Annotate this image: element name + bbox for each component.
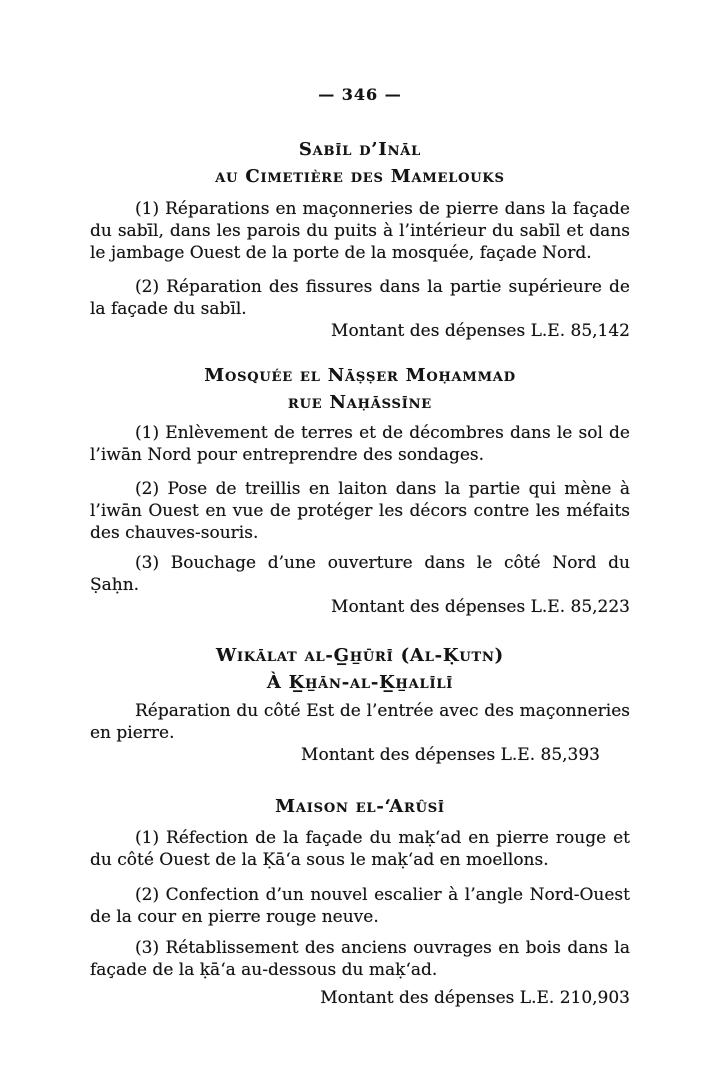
paragraph: (1) Réfection de la façade du maḳ‘ad en pierre rouge et du côté Ouest de la Ḳā‘a sous le maḳ‘ad en moellons. (90, 828, 630, 870)
section-title-sabil-inal (90, 136, 630, 190)
section-title-maison-arusi (90, 793, 630, 820)
expense-total: Montant des dépenses L.E. 85,223 (331, 597, 630, 617)
paragraph: (2) Réparation des fissures dans la partie supérieure de la façade du sabīl. (90, 277, 630, 319)
section-title-line: Maison el-‘Arûsī (275, 796, 445, 817)
page-number: — 346 — (318, 85, 402, 104)
expense-total: Montant des dépenses L.E. 210,903 (320, 988, 630, 1008)
expense-total: Montant des dépenses L.E. 85,142 (331, 321, 630, 341)
section-title-mosquee-nasser (90, 362, 630, 416)
section-title-line: Sabīl d’Ināl (298, 139, 422, 160)
section-subtitle-line: rue Naḥāssīne (288, 392, 432, 413)
section-title-wikalat-ghuri (90, 642, 630, 696)
paragraph: (1) Enlèvement de terres et de décombres dans le sol de l’iwān Nord pour entreprendre des sondages. (90, 423, 630, 465)
section-subtitle-line: À K̲h̲ān-al-K̲h̲alīlī (266, 672, 454, 693)
section-title-line: Mosquée el Nāṣṣer Moḥammad (204, 365, 516, 386)
paragraph: Réparation du côté Est de l’entrée avec des maçonneries en pierre. (90, 701, 630, 743)
paragraph: (2) Confection d’un nouvel escalier à l’angle Nord-Ouest de la cour en pierre rouge neuve. (90, 885, 630, 927)
paragraph: (3) Rétablissement des anciens ouvrages en bois dans la façade de la ḳā‘a au-dessous du maḳ‘ad. (90, 938, 630, 980)
paragraph: (2) Pose de treillis en laiton dans la partie qui mène à l’iwān Ouest en vue de protéger les décors contre les méfaits des chauves-souris. (90, 479, 630, 543)
paragraph: (3) Bouchage d’une ouverture dans le côté Nord du Ṣaḥn. (90, 553, 630, 595)
section-subtitle-line: au Cimetière des Mamelouks (215, 166, 505, 187)
expense-total: Montant des dépenses L.E. 85,393 (301, 745, 600, 765)
paragraph: (1) Réparations en maçonneries de pierre dans la façade du sabīl, dans les parois du puits à l’intérieur du sabīl et dans le jambage Ouest de la porte de la mosquée, façade Nord. (90, 199, 630, 263)
section-title-line: Wikālat al-G̲h̲ūrī (Al-Ḳutn) (216, 645, 504, 666)
